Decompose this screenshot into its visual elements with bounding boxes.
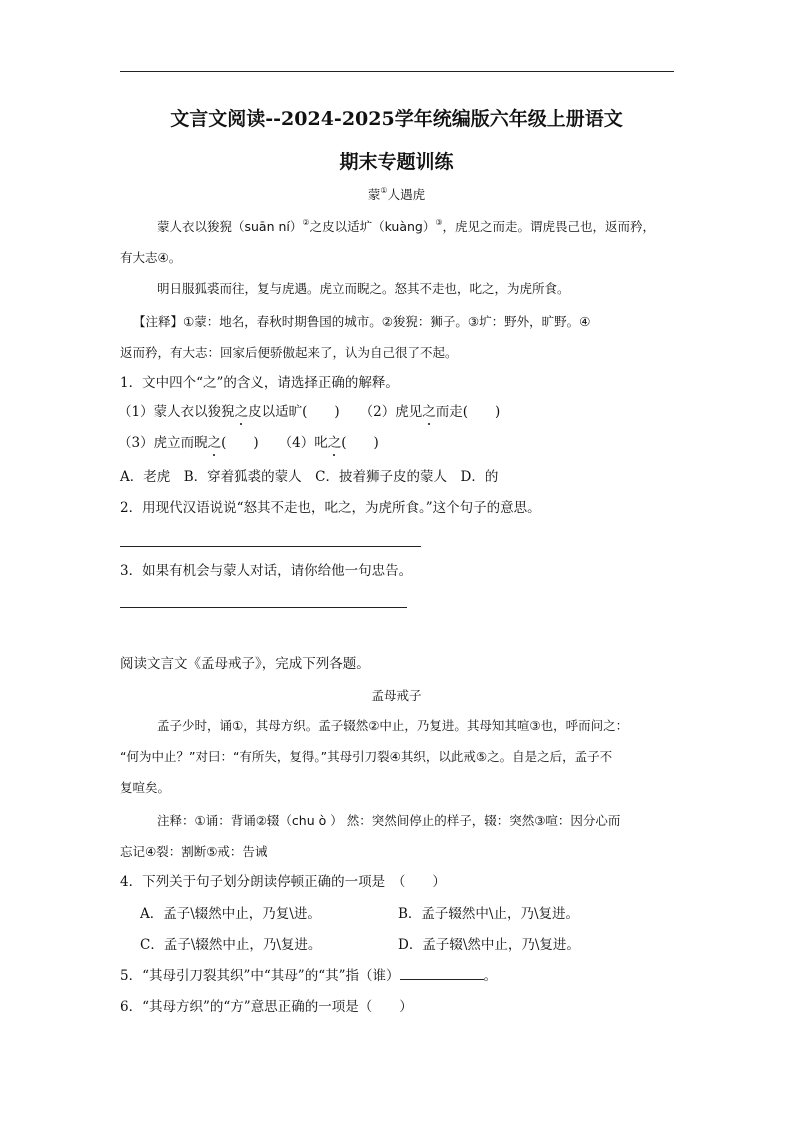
- header-rule: [120, 71, 674, 72]
- q1-options: A．老虎 B．穿着狐裘的蒙人 C．披着狮子皮的蒙人 D．的: [120, 469, 499, 485]
- q4-option-b[interactable]: B．孟子辍然中\止，乃\复进。: [398, 906, 580, 922]
- q2-stem: 2．用现代汉语说说“怒其不走也，叱之，为虎所食。”这个句子的意思。: [120, 500, 541, 516]
- q6-stem: 6．“其母方织”的“方”意思正确的一项是（ ）: [120, 999, 413, 1015]
- q3-answer-line[interactable]: [120, 607, 407, 608]
- passage1-para1: 蒙人衣以狻猊（suān ní）②之皮以适圹（kuàng）③，虎见之而走。谓虎畏己也，返而矜，: [157, 218, 656, 234]
- page-title-line1: 文言文阅读--2024-2025学年统编版六年级上册语文: [170, 108, 623, 130]
- passage2-para-line2: “何为中止？”对曰：“有所失，复得。”其母引刀裂④其织，以此戒⑤之。自是之后，孟子不: [120, 749, 613, 764]
- q4-option-c[interactable]: C．孟子\辍然中止，乃\复进。: [140, 937, 322, 953]
- passage2-para-line3: 复喧矣。: [120, 780, 171, 795]
- q5-stem: 5．“其母引刀裂其织”中“其母”的“其”指（谁） 。: [120, 968, 497, 984]
- passage1-note-line2: 返而矜，有大志：回家后便骄傲起来了，认为自己很了不起。: [120, 345, 458, 360]
- q1-stem: 1．文中四个“之”的含义，请选择正确的解释。: [120, 375, 399, 391]
- passage1-heading: 蒙①人遇虎: [367, 186, 426, 202]
- q3-stem: 3．如果有机会与蒙人对话，请你给他一句忠告。: [120, 563, 413, 579]
- passage2-intro: 阅读文言文《孟母戒子》，完成下列各题。: [120, 656, 370, 672]
- passage2-note-line2: 忘记④裂：割断⑤戒：告诫: [120, 844, 268, 859]
- q1-items-row2: （3）虎立而睨之( ) （4）叱之( ): [118, 435, 379, 451]
- passage2-para-line1: 孟子少时，诵①，其母方织。孟子辍然②中止，乃复进。其母知其喧③也，呼而问之：: [157, 718, 629, 733]
- q4-option-a[interactable]: A．孟子\辍然中止，乃复\进。: [140, 906, 321, 922]
- passage1-para2: 明日服狐裘而往，复与虎遇。虎立而睨之。怒其不走也，叱之，为虎所食。: [157, 281, 570, 296]
- q4-option-d[interactable]: D．孟子辍\然中止，乃\复进。: [398, 937, 580, 953]
- q5-answer-blank[interactable]: [400, 967, 484, 980]
- passage1-note-line1: 【注释】①蒙：地名，春秋时期鲁国的城市。②狻猊：狮子。③圹：野外，旷野。④: [133, 314, 591, 329]
- q2-answer-line[interactable]: [120, 546, 421, 547]
- page-title-line2: 期末专题训练: [339, 151, 454, 173]
- passage2-note-line1: 注释：①诵：背诵②辍（chu ò ） 然：突然间停止的样子，辍：突然③喧：因分心而: [157, 813, 621, 828]
- q4-stem: 4．下列关于句子划分朗读停顿正确的一项是 （ ）: [120, 874, 446, 890]
- passage1-para1-cont: 有大志④。: [120, 250, 182, 265]
- passage2-heading: 孟母戒子: [371, 688, 422, 703]
- q1-items-row1: （1）蒙人衣以狻猊之皮以适旷( ) （2）虎见之而走( ): [118, 404, 501, 420]
